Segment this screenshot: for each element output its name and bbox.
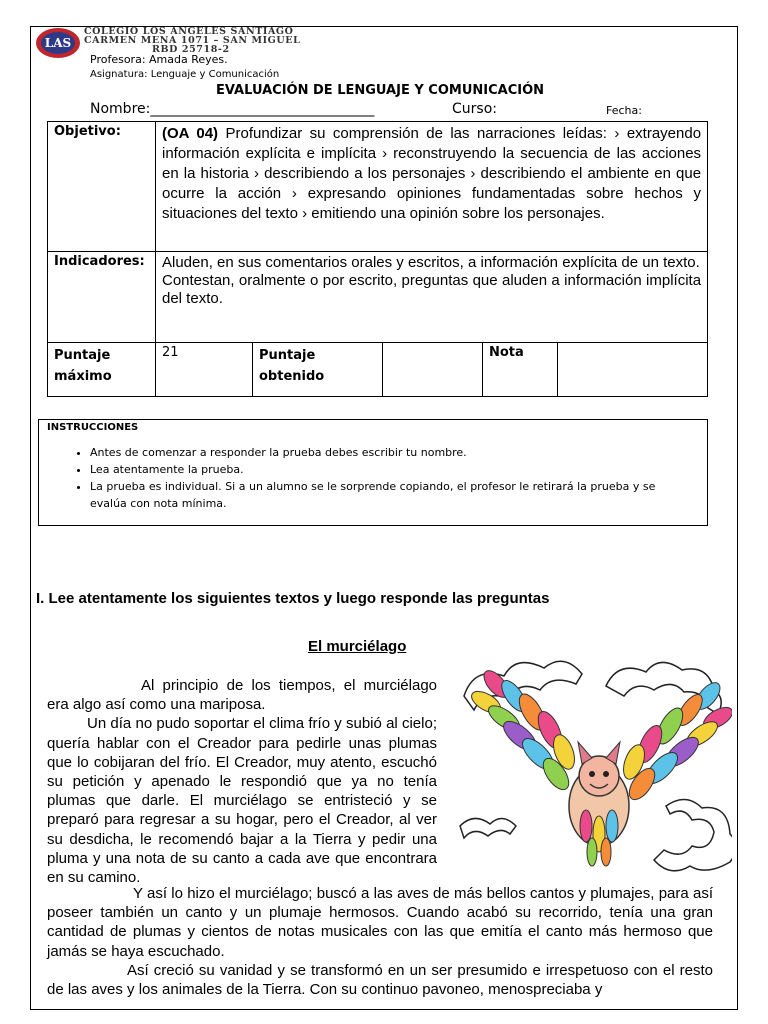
- indicator-1: Aluden, en sus comentarios orales y escritos, a información explícita de un texto.: [162, 254, 700, 271]
- instruction-item: • Lea atentamente la prueba.: [90, 461, 680, 478]
- max-score-label: [48, 343, 156, 397]
- obtained-score-label-1: Puntaje: [259, 348, 316, 363]
- grade-label: Nota: [483, 343, 558, 397]
- story-title: El murciélago: [308, 638, 407, 655]
- school-logo-icon: [35, 27, 81, 59]
- bat-illustration: [456, 656, 732, 882]
- svg-text:LAS: LAS: [44, 36, 72, 50]
- page-title: EVALUACIÓN DE LENGUAJE Y COMUNICACIÓN: [216, 83, 545, 98]
- instruction-item: • La prueba es individual. Si a un alumno se le sorprende copiando, el profesor le retirará la prueba y se evalúa con nota mínima.: [90, 478, 680, 512]
- name-field[interactable]: Nombre:________________________________: [90, 101, 375, 117]
- story-text-column: [47, 676, 437, 887]
- course-field[interactable]: Curso:: [452, 101, 497, 117]
- subject-line: Asignatura: Lenguaje y Comunicación: [90, 69, 280, 80]
- max-score-value: 21: [156, 343, 253, 397]
- instruction-item: • Antes de comenzar a responder la prueba debes escribir tu nombre.: [90, 444, 680, 461]
- instructions-box: [38, 419, 708, 526]
- school-rbd: RBD 25718-2: [152, 44, 230, 55]
- story-paragraph-3: Y así lo hizo el murciélago; buscó a las aves de más bellos cantos y plumajes, para así poseer también un canto y un plumaje hermosos. Cuando acabó su recorrido, tenía una gran cantidad de plumas y cientos de notas musicales con las que emitía el canto más hermoso que jamás se haya escuchado.: [47, 885, 713, 960]
- indicator-2: Contestan, oralmente o por escrito, preguntas que aluden a información implícita del texto.: [162, 272, 702, 307]
- max-score-label-2: máximo: [54, 369, 112, 384]
- story-paragraph-1: Al principio de los tiempos, el murciélago era algo así como una mariposa.: [47, 677, 437, 714]
- date-field[interactable]: Fecha:: [606, 104, 642, 117]
- story-paragraph-2: Un día no pudo soportar el clima frío y subió al cielo; quería hablar con el Creador para pedirle unas plumas que lo cobijaran del frío. El Creador, muy atento, escuchó su petición y apenado le respondió que ya no tenía plumas que darle. El murciélago se entristeció y se preparó para regresar a su hogar, pero el Creador, al ver su desdicha, le recomendó bajar a la Tierra y pedir una pluma y una nota de su canto a cada ave que encontrara en su camino.: [47, 715, 437, 887]
- instructions-list: [69, 444, 680, 512]
- objective-label: Objetivo:: [48, 122, 156, 252]
- indicators-text: [156, 252, 708, 343]
- teacher-line: Profesora: Amada Reyes.: [90, 53, 228, 66]
- grade-value[interactable]: [558, 343, 708, 397]
- section-title: I. Lee atentamente los siguientes textos y luego responde las preguntas: [36, 590, 550, 607]
- school-address: CARMEN MENA 1071 – SAN MIGUEL: [84, 35, 301, 46]
- max-score-label-1: Puntaje: [54, 348, 111, 363]
- objective-body: Profundizar su comprensión de las narraciones leídas: › extrayendo información explícita e implícita › reconstruyendo la secuencia de las acciones en la historia › describiendo a los personajes › describiendo el ambiente en que ocurre la acción › expresando opiniones fundamentadas sobre hechos y situaciones del texto › emitiendo una opinión sobre los personajes.: [162, 125, 702, 222]
- obtained-score-label: [253, 343, 383, 397]
- obtained-score-label-2: obtenido: [259, 369, 325, 384]
- objective-code: (OA 04): [162, 125, 219, 142]
- obtained-score-value[interactable]: [383, 343, 483, 397]
- story-paragraph-4: Así creció su vanidad y se transformó en un ser presumido e irrespetuoso con el resto de las aves y los animales de la Tierra. Con su continuo pavoneo, menospreciaba y: [47, 961, 713, 999]
- objective-text: [156, 122, 708, 252]
- instructions-heading: INSTRUCCIONES: [47, 422, 139, 433]
- school-header: [84, 27, 300, 54]
- objective-table: [47, 121, 708, 397]
- school-name: COLEGIO LOS ANGELES SANTIAGO: [84, 26, 294, 37]
- story-text-full: [47, 884, 713, 999]
- indicators-label: Indicadores:: [48, 252, 156, 343]
